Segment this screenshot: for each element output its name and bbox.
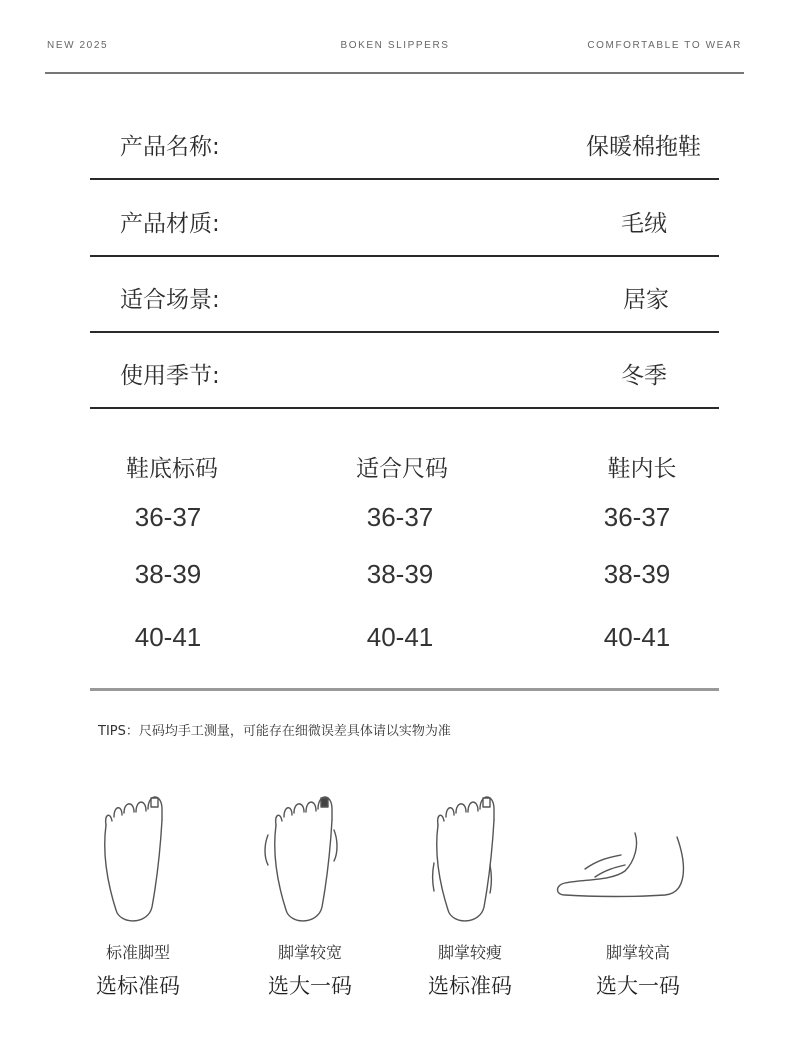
header-divider [45,72,744,74]
header-right-text: COMFORTABLE TO WEAR [587,40,742,51]
size-cell: 36-37 [366,502,434,532]
foot-type-label: 脚掌较宽 [277,943,342,962]
spec-value: 毛绒 [621,211,667,237]
spec-label: 使用季节: [120,363,220,389]
size-cell: 40-41 [134,622,202,652]
size-advice-label: 选大一码 [268,974,352,998]
header-left-text: NEW 2025 [47,40,109,51]
header-brand-text: BOKEN SLIPPERS [340,40,450,51]
size-cell: 40-41 [366,622,434,652]
foot-type-label: 脚掌较瘦 [437,943,502,962]
standard-foot-icon [68,785,208,925]
spec-divider [90,407,719,409]
spec-divider [90,178,719,180]
foot-type-label: 脚掌较高 [605,943,670,962]
size-advice-label: 选大一码 [596,974,680,998]
spec-value: 居家 [623,287,669,313]
size-advice-label: 选标准码 [428,974,512,998]
spec-row-scene [90,257,719,333]
table-divider [90,688,719,691]
size-cell: 38-39 [366,559,434,589]
foot-type-label: 标准脚型 [105,943,170,962]
spec-value: 冬季 [621,363,667,389]
size-cell: 38-39 [603,559,671,589]
size-table-header: 适合尺码 [356,456,448,482]
wide-foot-icon [238,785,378,925]
spec-label: 产品材质: [120,211,220,237]
size-cell: 40-41 [603,622,671,652]
tips-note: TIPS：尺码均手工测量，可能存在细微误差具体请以实物为准 [98,724,451,739]
narrow-foot-icon [400,785,540,925]
spec-label: 产品名称: [120,134,220,160]
spec-row-material [90,181,719,257]
size-cell: 38-39 [134,559,202,589]
size-table-header: 鞋底标码 [126,456,218,482]
size-cell: 36-37 [603,502,671,532]
spec-row-season [90,333,719,409]
size-cell: 36-37 [134,502,202,532]
high-instep-foot-icon [555,785,695,925]
spec-label: 适合场景: [120,287,220,313]
size-table-header: 鞋内长 [607,456,677,482]
size-advice-label: 选标准码 [96,974,180,998]
spec-row-name [90,104,719,180]
spec-value: 保暖棉拖鞋 [586,134,701,160]
